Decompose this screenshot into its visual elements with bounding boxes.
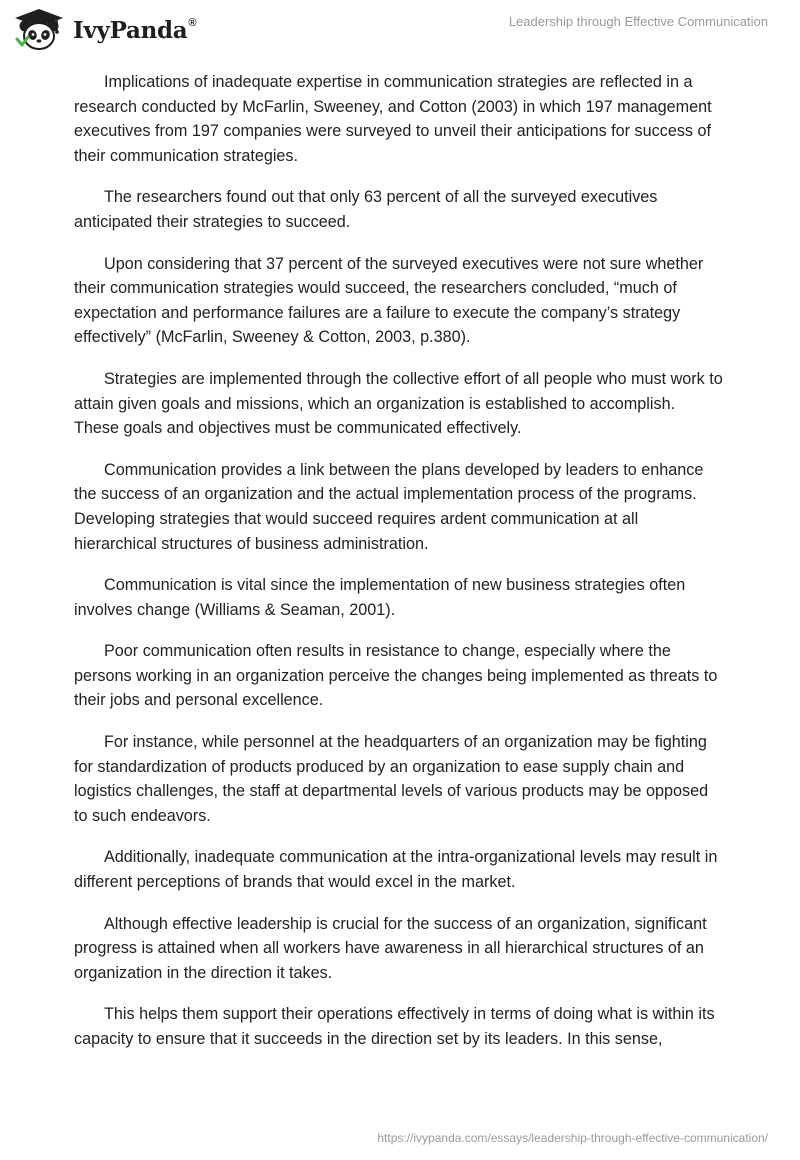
page-header: [0, 0, 800, 64]
paragraph: Communication is vital since the implementation of new business strategies often involves change (Williams & Seaman, 2001).: [74, 576, 686, 619]
paragraph: Poor communication often results in resistance to change, especially where the persons working in an organization perceive the changes being implemented as threats to their jobs and personal excellence.: [74, 642, 718, 710]
registered-mark: ®: [188, 16, 197, 29]
document-title: Leadership through Effective Communication: [508, 14, 768, 29]
paragraph: Strategies are implemented through the collective effort of all people who must work to attain given goals and missions, which an organization is established to accomplish. These goals and objectives must be communicated effectively.: [74, 369, 723, 438]
paragraph: Communication provides a link between the plans developed by leaders to enhance the success of an organization and the actual implementation process of the programs. Developing strategies that would succeed requires ardent communication at all hierarchical structures of business administration.: [74, 460, 704, 553]
paragraph: Upon considering that 37 percent of the surveyed executives were not sure whether their communication strategies would succeed, the researchers concluded, “much of expectation and performance failures are a failure to execute the company’s strategy effectively” (McFarlin, Sweeney & Cotton, 2003, p.380).: [74, 254, 704, 347]
essay-body: [74, 70, 724, 1069]
source-url[interactable]: https://ivypanda.com/essays/leadership-through-effective-communication/: [377, 1131, 768, 1145]
paragraph: This helps them support their operations effectively in terms of doing what is within its capacity to ensure that it succeeds in the direction set by its leaders. In this sense,: [74, 1005, 715, 1048]
paragraph: Additionally, inadequate communication at the intra-organizational levels may result in different perceptions of brands that would excel in the market.: [74, 848, 718, 892]
site-logo[interactable]: [13, 7, 196, 53]
paragraph: The researchers found out that only 63 percent of all the surveyed executives anticipated their strategies to succeed.: [74, 188, 658, 231]
panda-graduation-cap-icon: [13, 7, 65, 53]
paragraph: Implications of inadequate expertise in communication strategies are reflected in a research conducted by McFarlin, Sweeney, and Cotton (2003) in which 197 management executives from 197 companies were surveyed to unveil their anticipations for success of their communication strategies.: [74, 73, 712, 165]
paragraph: Although effective leadership is crucial for the success of an organization, significant progress is attained when all workers have awareness in all hierarchical structures of an organization in the direction it takes.: [74, 914, 707, 982]
site-logo-text: IvyPanda®: [73, 16, 197, 44]
paragraph: For instance, while personnel at the headquarters of an organization may be fighting for standardization of products produced by an organization to ease supply chain and logistics challenges, the staff at departmental levels of various products may be opposed to such endeavors.: [74, 733, 709, 825]
